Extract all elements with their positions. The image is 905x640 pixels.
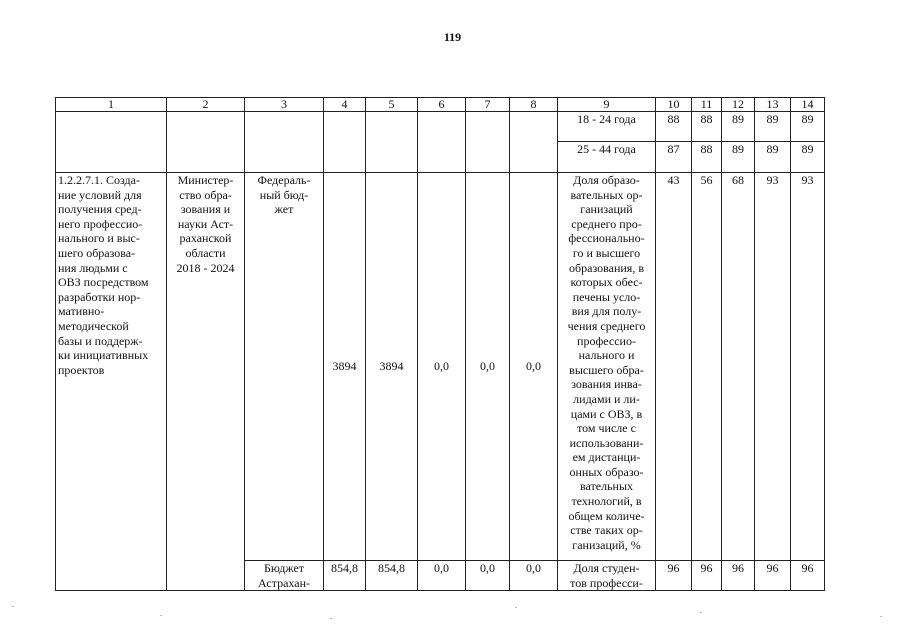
value-cell: 88 — [692, 112, 722, 142]
value-cell: 93 — [755, 173, 791, 561]
value-cell: 93 — [791, 173, 825, 561]
empty-cell — [324, 112, 366, 173]
header-row — [56, 98, 825, 112]
funding-year-cell: 0,0 — [418, 561, 466, 591]
value-cell: 96 — [722, 561, 755, 591]
value-cell: 56 — [692, 173, 722, 561]
header-cell: 10 — [656, 98, 692, 112]
header-cell: 9 — [558, 98, 656, 112]
funding-year-cell: 854,8 — [366, 561, 418, 591]
value-cell: 96 — [755, 561, 791, 591]
measure-name-cell: 1.2.2.7.1. Созда- ние условий для получения сред- него профессио- нального и выс- шего образова- ния людьми с ОВЗ посредством разработки нор- мативно- методической базы и поддерж- ки инициативных проектов — [56, 173, 167, 591]
header-cell: 12 — [722, 98, 755, 112]
empty-cell — [510, 112, 558, 173]
value-cell: 96 — [656, 561, 692, 591]
header-cell: 6 — [418, 98, 466, 112]
empty-cell — [418, 112, 466, 173]
header-cell: 11 — [692, 98, 722, 112]
empty-cell — [366, 112, 418, 173]
scan-speck — [515, 607, 517, 608]
header-cell: 8 — [510, 98, 558, 112]
empty-cell — [56, 112, 167, 173]
value-cell: 89 — [722, 112, 755, 142]
empty-cell — [167, 112, 245, 173]
funding-year-cell: 0,0 — [418, 173, 466, 561]
value-cell: 96 — [791, 561, 825, 591]
header-cell: 4 — [324, 98, 366, 112]
value-cell: 87 — [656, 142, 692, 173]
indicator-cell: 18 - 24 года — [558, 112, 656, 142]
scan-speck — [700, 612, 702, 613]
indicator-cell: 25 - 44 года — [558, 142, 656, 173]
executor-cell: Министер- ство обра- зования и науки Аст- раханской области 2018 - 2024 — [167, 173, 245, 591]
value-cell: 43 — [656, 173, 692, 561]
value-cell: 89 — [722, 142, 755, 173]
funding-source-cell: Бюджет Астрахан- — [245, 561, 324, 591]
scan-speck — [160, 615, 162, 616]
scan-speck — [880, 616, 882, 617]
value-cell: 89 — [791, 112, 825, 142]
value-cell: 88 — [692, 142, 722, 173]
indicator-cell: Доля образо- вательных ор- ганизаций среднего про- фессионально- го и высшего образования, в которых обес- печены усло- вия для полу- чения среднего профессио- нального и высшего обра- зования инва- лидами и ли- цами с ОВЗ, в том числе с использовани- ем дистанци- онных образо- вательных технологий, в общем количе- стве таких ор- ганизаций, % — [558, 173, 656, 561]
header-cell: 13 — [755, 98, 791, 112]
table-row — [56, 173, 825, 561]
value-cell: 89 — [791, 142, 825, 173]
program-table — [55, 97, 825, 591]
header-cell: 1 — [56, 98, 167, 112]
empty-cell — [466, 112, 510, 173]
header-cell: 14 — [791, 98, 825, 112]
funding-year-cell: 0,0 — [510, 173, 558, 561]
funding-source-cell: Федераль- ный бюд- жет — [245, 173, 324, 561]
funding-total-cell: 854,8 — [324, 561, 366, 591]
page-number: 119 — [443, 30, 462, 44]
header-cell: 2 — [167, 98, 245, 112]
header-cell: 3 — [245, 98, 324, 112]
empty-cell — [245, 112, 324, 173]
funding-year-cell: 0,0 — [466, 561, 510, 591]
funding-year-cell: 0,0 — [510, 561, 558, 591]
value-cell: 96 — [692, 561, 722, 591]
value-cell: 68 — [722, 173, 755, 561]
value-cell: 89 — [755, 112, 791, 142]
funding-year-cell: 0,0 — [466, 173, 510, 561]
header-cell: 5 — [366, 98, 418, 112]
scan-speck — [12, 606, 14, 607]
table-row — [56, 112, 825, 142]
value-cell: 88 — [656, 112, 692, 142]
funding-total-cell: 3894 — [324, 173, 366, 561]
indicator-cell: Доля студен- тов професси- — [558, 561, 656, 591]
value-cell: 89 — [755, 142, 791, 173]
scan-speck — [330, 618, 332, 619]
funding-year-cell: 3894 — [366, 173, 418, 561]
header-cell: 7 — [466, 98, 510, 112]
